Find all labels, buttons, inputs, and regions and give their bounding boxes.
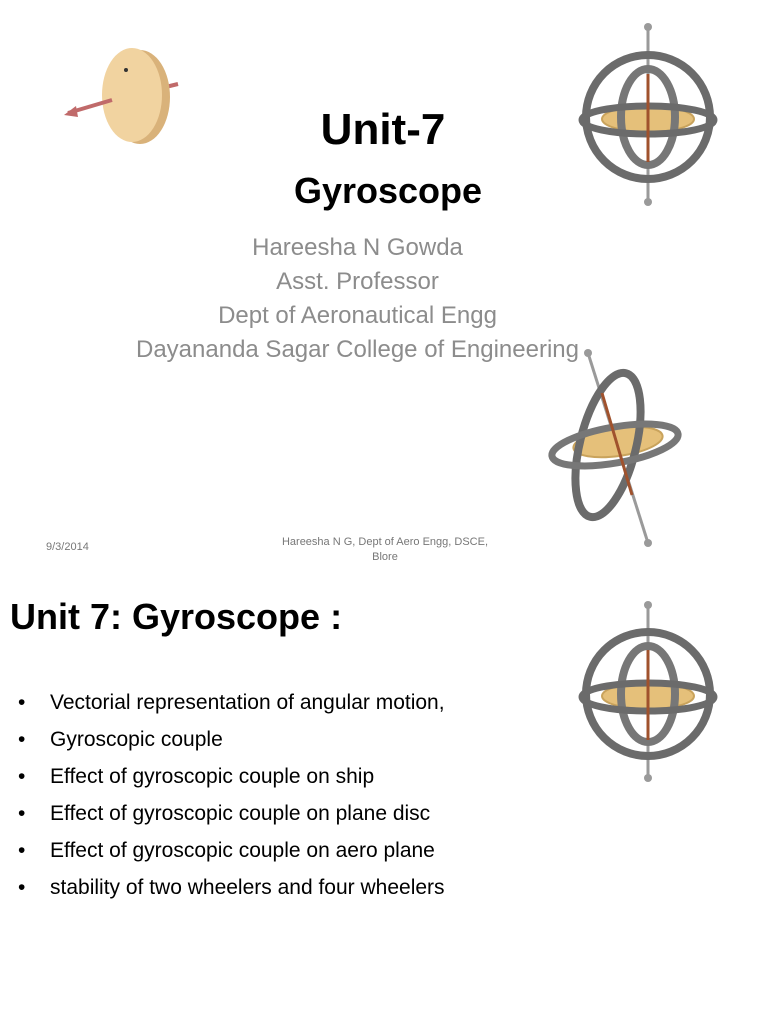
author-college: Dayananda Sagar College of Engineering [136, 336, 579, 363]
footer-date: 9/3/2014 [46, 541, 89, 553]
author-department: Dept of Aeronautical Engg [218, 302, 497, 329]
slide-subtitle: Gyroscope [293, 170, 483, 211]
list-item: • Effect of gyroscopic couple on aero plane [18, 832, 445, 869]
author-info [80, 231, 579, 371]
list-item: • Effect of gyroscopic couple on ship [18, 758, 445, 795]
author-title: Asst. Professor [276, 268, 439, 295]
slide-heading: Unit 7: Gyroscope : [10, 596, 343, 637]
list-item: • Gyroscopic couple [18, 721, 445, 758]
list-item: • Effect of gyroscopic couple on plane disc [18, 795, 445, 832]
gyroscope-icon [578, 600, 728, 785]
footer-author: Hareesha N G, Dept of Aero Engg, DSCE, Blore [281, 536, 489, 563]
list-item: • stability of two wheelers and four wheelers [18, 869, 445, 906]
topic-list [18, 684, 445, 906]
slide-title: Unit-7 [320, 105, 446, 154]
author-name: Hareesha N Gowda [252, 234, 463, 261]
list-item: • Vectorial representation of angular motion, [18, 684, 445, 721]
tilted-gyroscope-icon [540, 345, 690, 550]
